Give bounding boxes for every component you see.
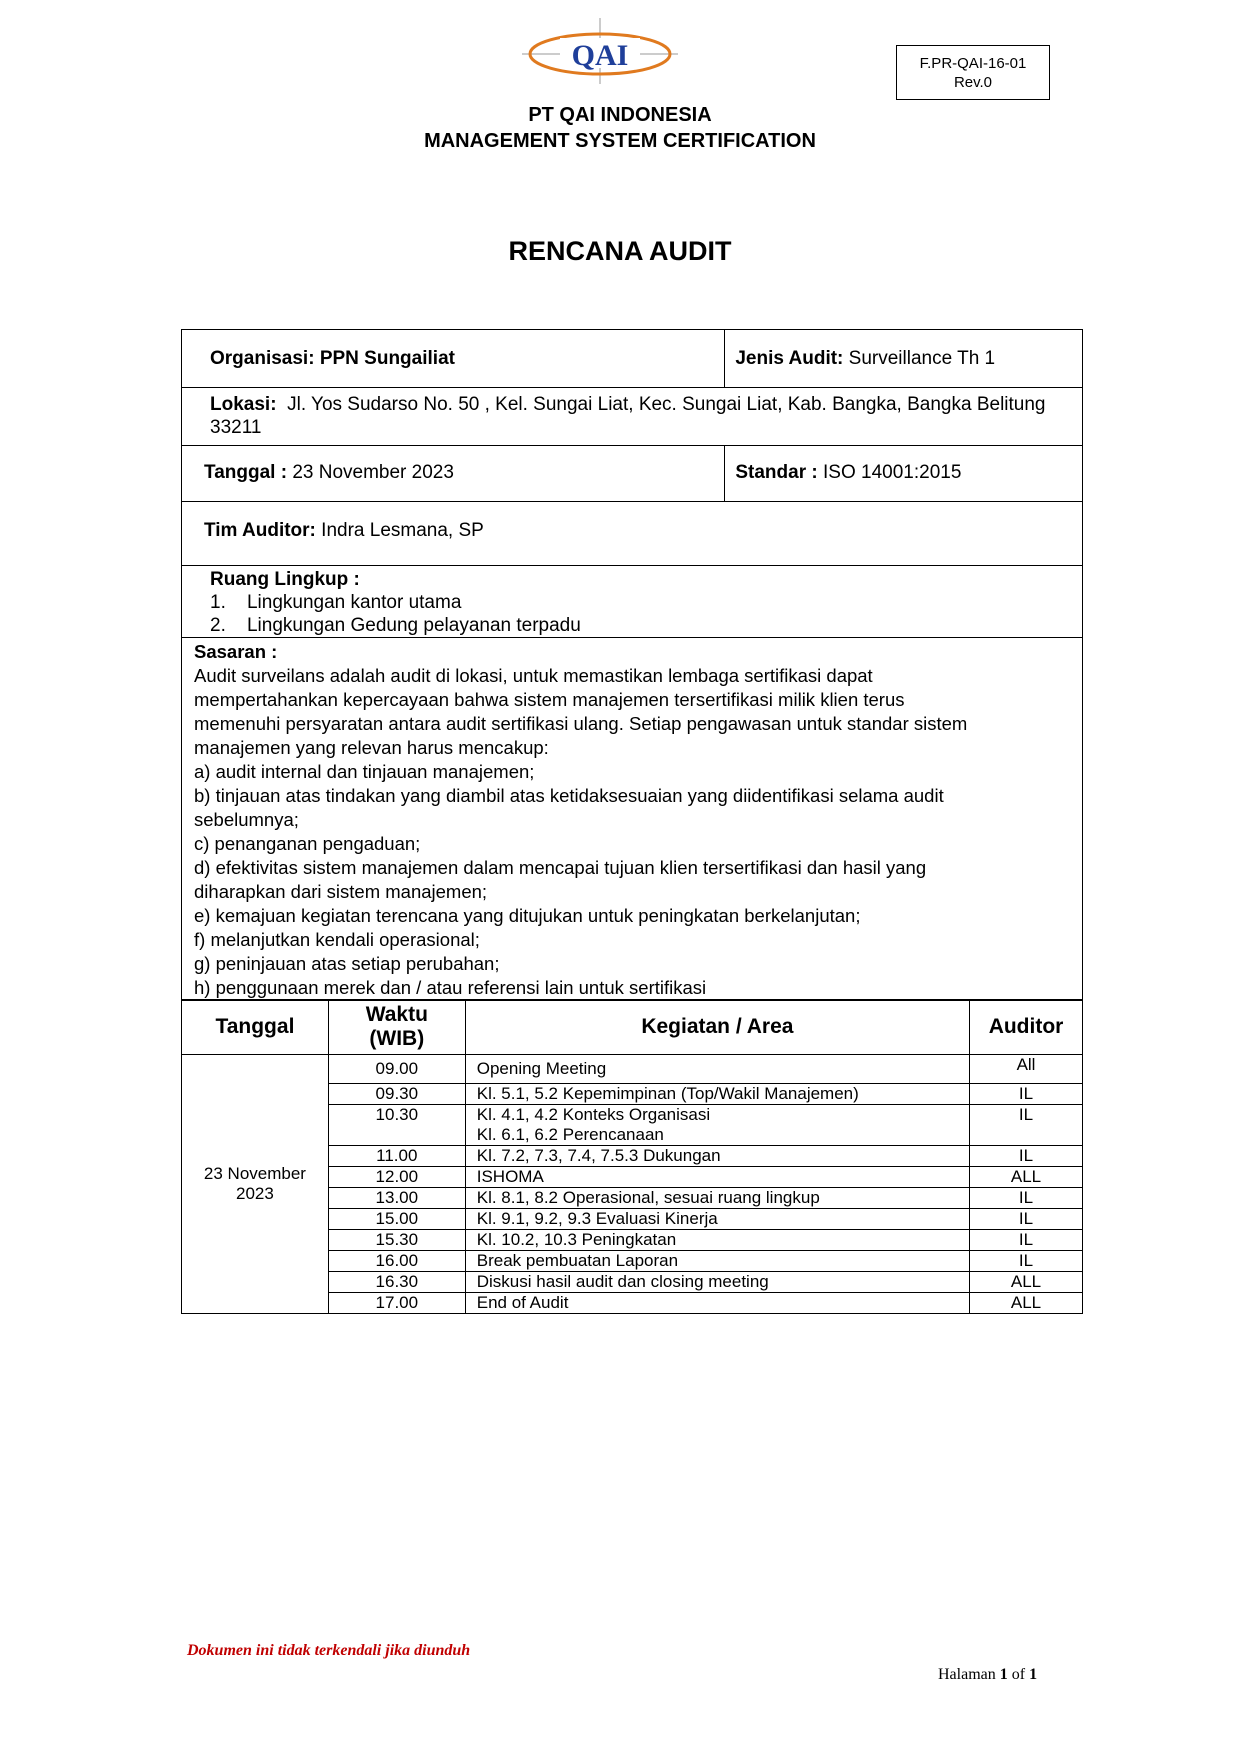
row-activity: Kl. 9.1, 9.2, 9.3 Evaluasi Kinerja (465, 1209, 969, 1230)
tanggal-cell (182, 446, 725, 502)
ruang-lingkup-cell (182, 566, 1083, 638)
row-activity: ISHOMA (465, 1167, 969, 1188)
sasaran-line: memenuhi persyaratan antara audit sertifikasi ulang. Setiap pengawasan untuk standar sistem (194, 713, 968, 734)
sasaran-line: manajemen yang relevan harus mencakup: (194, 737, 549, 758)
row-time: 12.00 (328, 1167, 465, 1188)
sasaran-line: diharapkan dari sistem manajemen; (194, 881, 488, 902)
row-activity: Break pembuatan Laporan (465, 1251, 969, 1272)
row-time: 15.30 (328, 1230, 465, 1251)
tanggal-label: Tanggal : (204, 462, 288, 483)
sasaran-line: c) penanganan pengaduan; (194, 833, 421, 854)
sasaran-cell (182, 638, 1083, 1001)
sasaran-line: d) efektivitas sistem manajemen dalam mencapai tujuan klien tersertifikasi dan hasil yang (194, 857, 927, 878)
sasaran-line: mempertahankan kepercayaan bahwa sistem manajemen tersertifikasi milik klien terus (194, 689, 905, 710)
jenis-audit-value: Surveillance Th 1 (848, 348, 996, 369)
row-auditor: IL (970, 1105, 1083, 1146)
organisasi-cell (182, 330, 725, 388)
company-name: PT QAI INDONESIA (528, 104, 712, 126)
row-activity: Kl. 10.2, 10.3 Peningkatan (465, 1230, 969, 1251)
qai-logo (520, 16, 680, 86)
row-activity: Diskusi hasil audit dan closing meeting (465, 1272, 969, 1293)
table-row (182, 1055, 1083, 1084)
document-code-box (896, 45, 1050, 100)
header-kegiatan: Kegiatan / Area (465, 1000, 969, 1055)
row-activity: Kl. 7.2, 7.3, 7.4, 7.5.3 Dukungan (465, 1146, 969, 1167)
logo-text: QAI (571, 39, 629, 72)
jenis-audit-label: Jenis Audit: (735, 348, 844, 369)
revision-number: Rev.0 (953, 74, 993, 91)
company-subtitle: MANAGEMENT SYSTEM CERTIFICATION (424, 130, 816, 152)
sasaran-line: f) melanjutkan kendali operasional; (194, 929, 480, 950)
uncontrolled-document-note: Dokumen ini tidak terkendali jika diunduh (187, 1642, 471, 1659)
tim-auditor-value: Indra Lesmana, SP (321, 520, 484, 541)
lokasi-label: Lokasi: (210, 394, 277, 415)
row-auditor: IL (970, 1188, 1083, 1209)
row-time: 17.00 (328, 1293, 465, 1314)
row-auditor: IL (970, 1230, 1083, 1251)
sasaran-line: b) tinjauan atas tindakan yang diambil atas ketidaksesuaian yang diidentifikasi selama audit (194, 785, 944, 806)
sasaran-line: sebelumnya; (194, 809, 299, 830)
tanggal-value: 23 November 2023 (292, 462, 454, 483)
ruang-lingkup-item: 1. Lingkungan kantor utama (210, 592, 462, 613)
organisasi-label: Organisasi: (210, 348, 315, 369)
row-activity: Opening Meeting (465, 1055, 969, 1084)
ruang-lingkup-item: 2. Lingkungan Gedung pelayanan terpadu (210, 615, 581, 636)
lokasi-value: Jl. Yos Sudarso No. 50 , Kel. Sungai Liat, Kec. Sungai Liat, Kab. Bangka, Bangka Belitung 33211 (210, 394, 1046, 438)
row-time: 09.30 (328, 1084, 465, 1105)
row-auditor: ALL (970, 1293, 1083, 1314)
row-time: 16.30 (328, 1272, 465, 1293)
row-auditor: ALL (970, 1167, 1083, 1188)
audit-schedule-table (181, 999, 1083, 1314)
row-time: 16.00 (328, 1251, 465, 1272)
row-activity: End of Audit (465, 1293, 969, 1314)
sasaran-line: a) audit internal dan tinjauan manajemen; (194, 761, 535, 782)
row-time: 10.30 (328, 1105, 465, 1146)
ruang-lingkup-label: Ruang Lingkup : (210, 569, 360, 590)
row-activity: Kl. 8.1, 8.2 Operasional, sesuai ruang lingkup (465, 1188, 969, 1209)
audit-info-table (181, 329, 1083, 1001)
header-tanggal: Tanggal (182, 1000, 329, 1055)
row-auditor: ALL (970, 1272, 1083, 1293)
sasaran-line: Audit surveilans adalah audit di lokasi, untuk memastikan lembaga sertifikasi dapat (194, 665, 873, 686)
standar-label: Standar : (735, 462, 818, 483)
page-number: Halaman 1 of 1 (938, 1666, 1038, 1683)
row-time: 11.00 (328, 1146, 465, 1167)
row-time: 09.00 (328, 1055, 465, 1084)
header-auditor: Auditor (970, 1000, 1083, 1055)
lokasi-cell (182, 388, 1083, 446)
standar-cell (725, 446, 1083, 502)
row-auditor: IL (970, 1084, 1083, 1105)
sasaran-line: g) peninjauan atas setiap perubahan; (194, 953, 500, 974)
header-waktu: Waktu (WIB) (328, 1000, 465, 1055)
row-auditor: IL (970, 1209, 1083, 1230)
sasaran-label: Sasaran : (194, 641, 278, 662)
row-auditor: All (970, 1055, 1083, 1084)
sasaran-line: e) kemajuan kegiatan terencana yang ditujukan untuk peningkatan berkelanjutan; (194, 905, 861, 926)
row-activity: Kl. 5.1, 5.2 Kepemimpinan (Top/Wakil Manajemen) (465, 1084, 969, 1105)
document-title: RENCANA AUDIT (508, 236, 732, 266)
row-auditor: IL (970, 1251, 1083, 1272)
jenis-audit-cell (725, 330, 1083, 388)
tim-auditor-label: Tim Auditor: (204, 520, 316, 541)
row-time: 13.00 (328, 1188, 465, 1209)
row-auditor: IL (970, 1146, 1083, 1167)
document-code: F.PR-QAI-16-01 (919, 55, 1027, 72)
row-time: 15.00 (328, 1209, 465, 1230)
tim-auditor-cell (182, 502, 1083, 566)
row-activity: Kl. 4.1, 4.2 Konteks Organisasi Kl. 6.1, 6.2 Perencanaan (465, 1105, 969, 1146)
standar-value: ISO 14001:2015 (823, 462, 962, 483)
schedule-date: 23 November 2023 (182, 1055, 329, 1314)
organisasi-value: PPN Sungailiat (319, 348, 455, 369)
sasaran-line: h) penggunaan merek dan / atau referensi lain untuk sertifikasi (194, 977, 707, 998)
